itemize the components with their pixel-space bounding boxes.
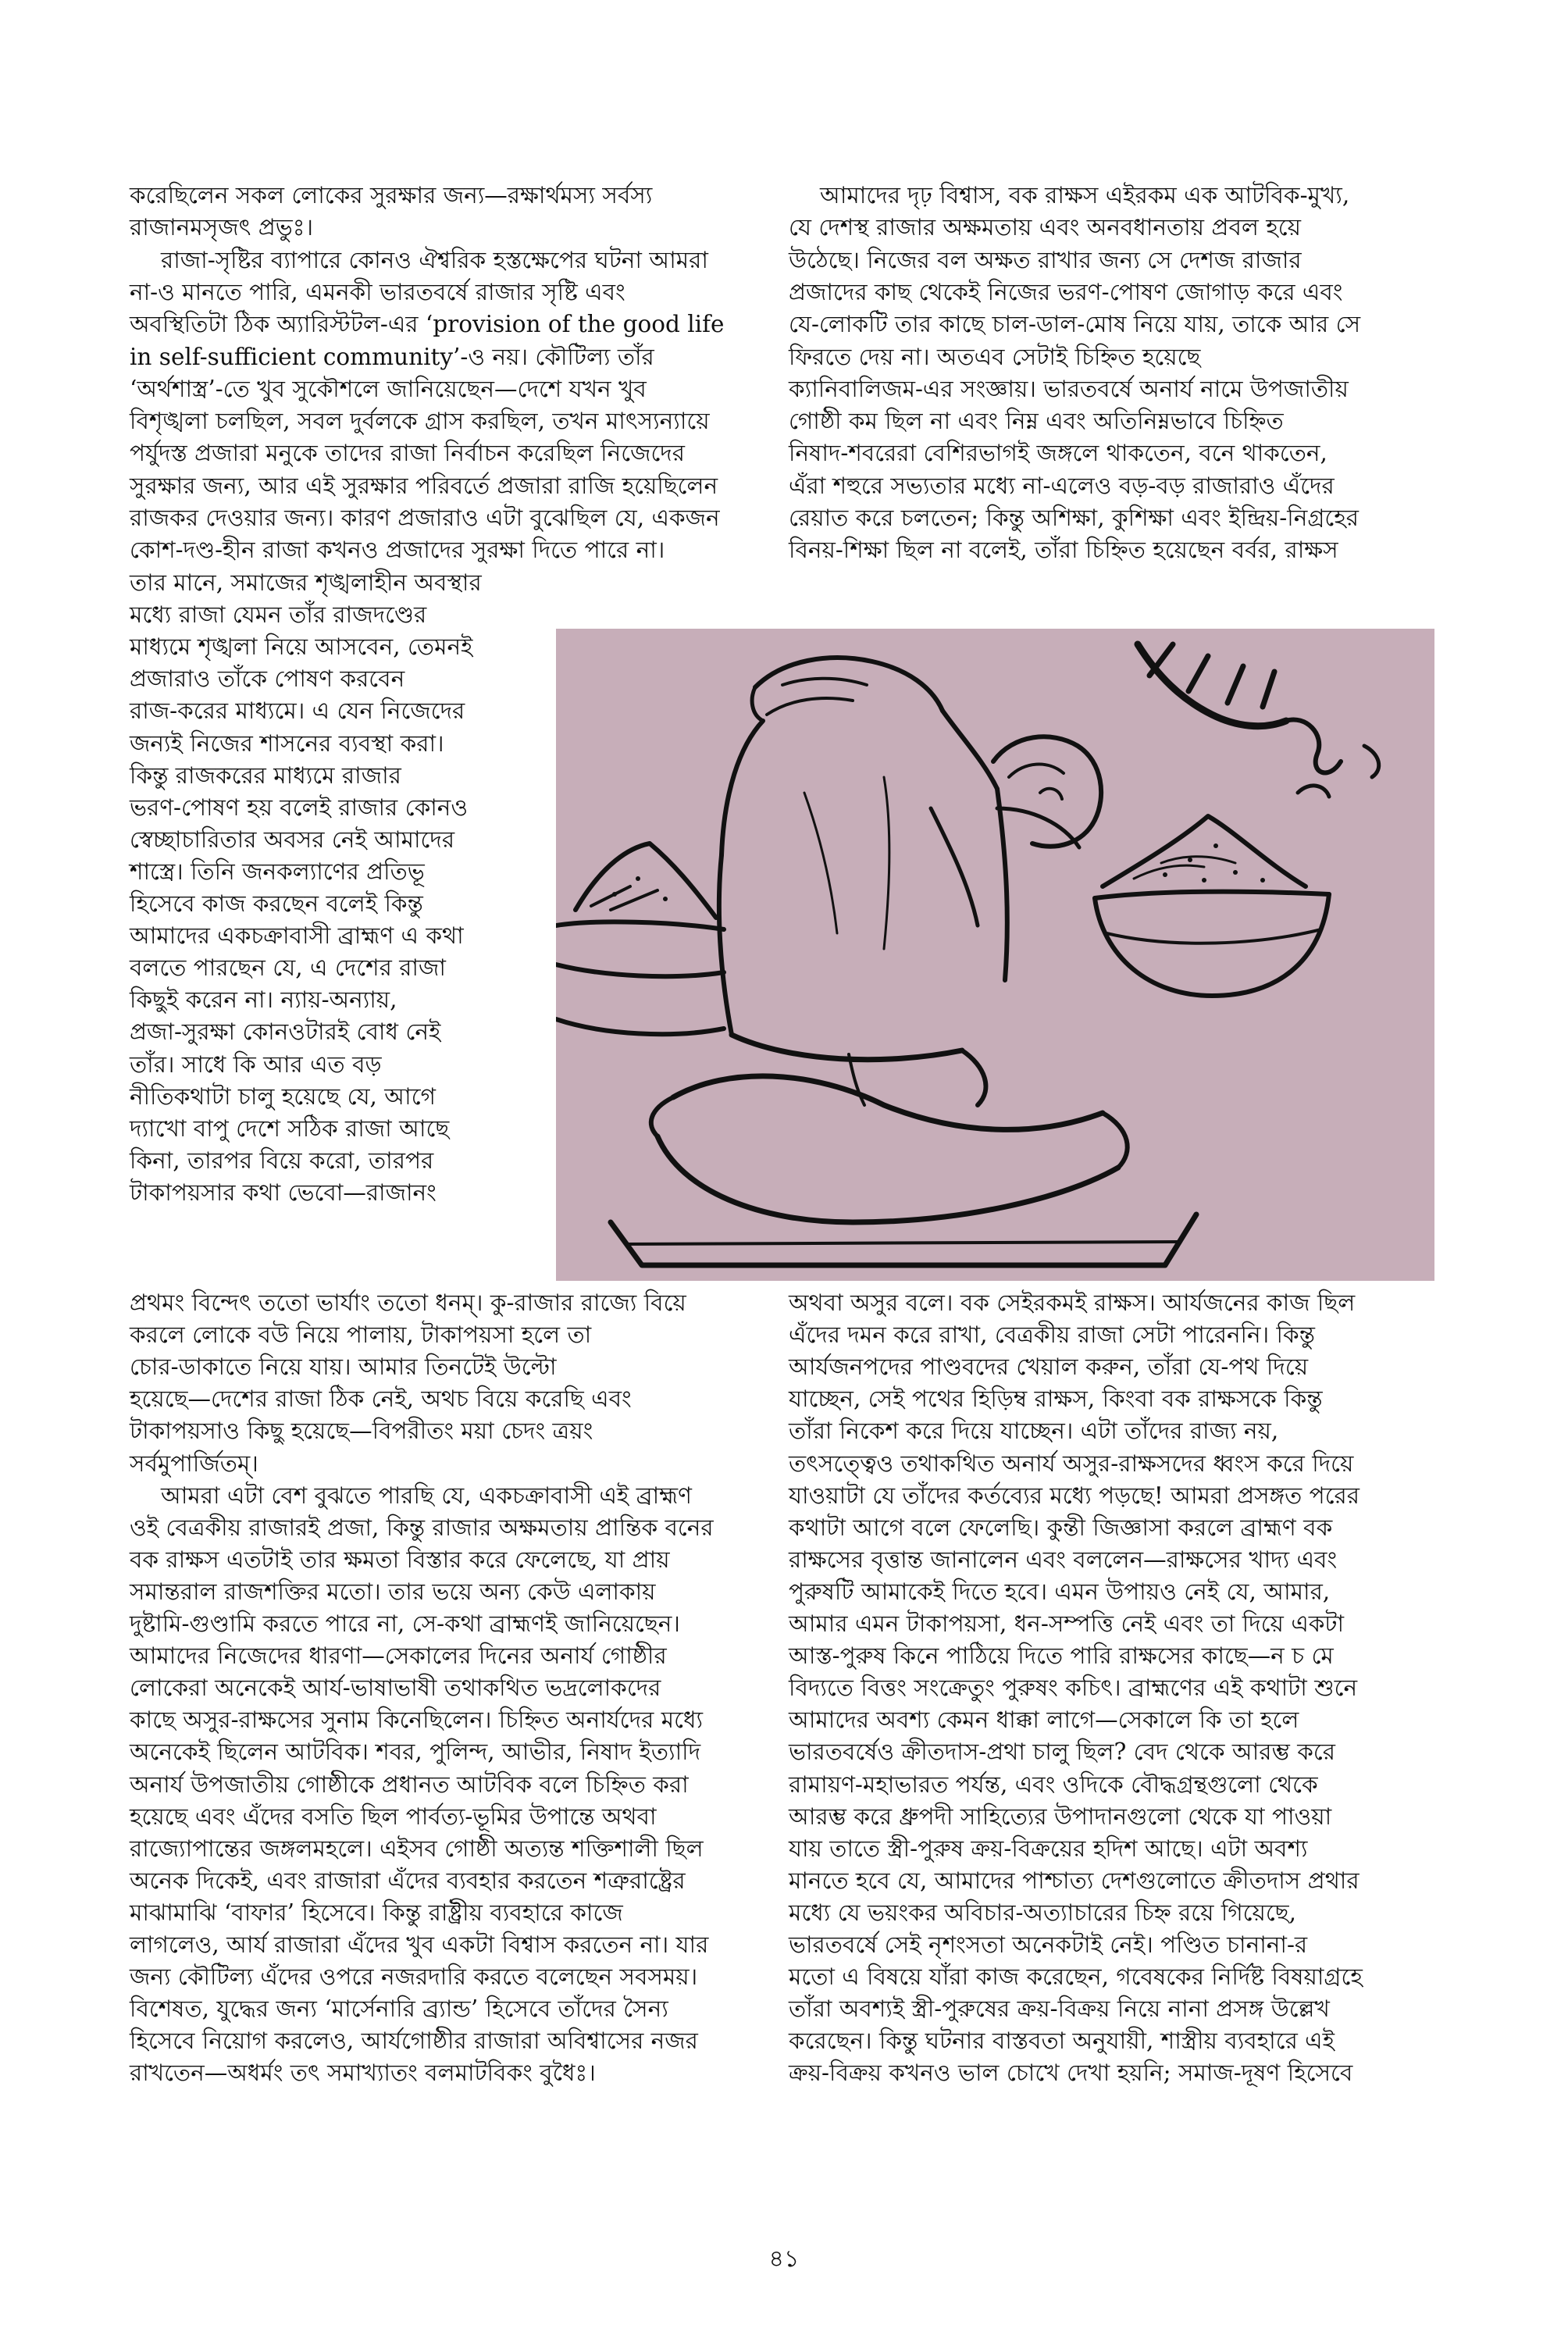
text-line: জন্যই নিজের শাসনের ব্যবস্থা করা। [130,729,444,757]
text-line: যায় তাতে স্ত্রী-পুরুষ ক্রয়-বিক্রয়ের হদিশ আছে। এটা অবশ্য [789,1835,1308,1862]
text-line: আমার এমন টাকাপয়সা, ধন-সম্পত্তি নেই এবং তা দিয়ে একটা [789,1610,1345,1637]
text-line: আমাদের অবশ্য কেমন ধাক্কা লাগে—সেকালে কি তা হলে [789,1706,1299,1734]
text-line: ওই বেত্রকীয় রাজারই প্রজা, কিন্তু রাজার অক্ষমতায় প্রান্তিক বনের [130,1514,714,1541]
text-line: প্রথমং বিন্দেৎ ততো ভার্যাং ততো ধনম্। কু-রাজার রাজ্যে বিয়ে [130,1289,686,1316]
text-line: ভারতবর্ষেও ক্রীতদাস-প্রথা চালু ছিল? বেদ থেকে আরম্ভ করে [789,1738,1335,1766]
text-line: যাওয়াটা যে তাঁদের কর্তব্যের মধ্যে পড়ছে! আমরা প্রসঙ্গত পরের [789,1482,1360,1509]
text-line: প্রজাদের কাছ থেকেই নিজের ভরণ-পোষণ জোগাড় করে এবং [789,278,1343,305]
text-line: বিশৃঙ্খলা চলছিল, সবল দুর্বলকে গ্রাস করছিল, তখন মাৎস্যন্যায়ে [130,408,710,435]
text-line: স্বেচ্ছাচারিতার অবসর নেই আমাদের [130,826,455,853]
text-line: নিষাদ-শবরেরা বেশিরভাগই জঙ্গলে থাকতেন, বনে থাকতেন, [789,440,1327,467]
text-line: কিনা, তারপর বিয়ে করো, তারপর [130,1146,434,1174]
text-line: রাজ্যোপান্তের জঙ্গলমহলে। এইসব গোষ্ঠী অত্যন্ত শক্তিশালী ছিল [130,1835,704,1862]
text-line: দুষ্টামি-গুণ্ডামি করতে পারে না, সে-কথা ব্রাহ্মণই জানিয়েছেন। [130,1610,680,1637]
text-line: বক রাক্ষস এতটাই তার ক্ষমতা বিস্তার করে ফেলেছে, যা প্রায় [130,1546,670,1573]
text-line: ফিরতে দেয় না। অতএব সেটাই চিহ্নিত হয়েছে [789,343,1201,370]
text-line: রাজকর দেওয়ার জন্য। কারণ প্রজারাও এটা বুঝেছিল যে, একজন [130,505,720,531]
text-line: কিছুই করেন না। ন্যায়-অন্যায়, [130,986,397,1014]
text-line: আর্যজনপদের পাণ্ডবদের খেয়াল করুন, তাঁরা যে-পথ দিয়ে [789,1353,1309,1381]
text-line: করেছেন। কিন্তু ঘটনার বাস্তবতা অনুযায়ী, শাস্ত্রীয় ব্যবহারে এই [789,2027,1335,2055]
text-line: অনেক দিকেই, এবং রাজারা এঁদের ব্যবহার করতেন শত্রুরাষ্ট্রের [130,1867,686,1894]
text-line: শাস্ত্রে। তিনি জনকল্যাণের প্রতিভূ [130,858,425,885]
text-line: সর্বমুপার্জিতম্। [130,1450,258,1477]
text-line: আমাদের নিজেদের ধারণা—সেকালের দিনের অনার্য গোষ্ঠীর [130,1642,667,1670]
text-line: তাঁর। সাধে কি আর এত বড় [130,1050,382,1078]
text-line: তাঁরা নিকেশ করে দিয়ে যাচ্ছেন। এটা তাঁদের রাজ্য নয়, [789,1417,1279,1445]
text-line: হিসেবে নিয়োগ করলেও, আর্যগোষ্ঠীর রাজারা অবিশ্বাসের নজর [130,2027,698,2055]
text-line: আমাদের একচক্রাবাসী ব্রাহ্মণ এ কথা [130,922,464,950]
text-line: কোশ-দণ্ড-হীন রাজা কখনও প্রজাদের সুরক্ষা দিতে পারে না। [130,537,665,564]
text-line: অথবা অসুর বলে। বক সেইরকমই রাক্ষস। আর্যজনের কাজ ছিল [789,1289,1356,1316]
text-line: অবস্থিতিটা ঠিক অ্যারিস্টটল-এর ‘provision of the good life [130,311,725,338]
text-line: মতো এ বিষয়ে যাঁরা কাজ করেছেন, গবেষকের নির্দিষ্ট বিষয়াগ্রহে [789,1963,1363,1991]
text-line: কাছে অসুর-রাক্ষসের সুনাম কিনেছিলেন। চিহ্নিত অনার্যদের মধ্যে [130,1706,704,1734]
text-line: করেছিলেন সকল লোকের সুরক্ষার জন্য—রক্ষার্থমস্য সর্বস্য [130,182,653,209]
text-line: পর্যুদস্ত প্রজারা মনুকে তাদের রাজা নির্বাচন করেছিল নিজেদের [130,440,686,467]
text-line: অনার্য উপজাতীয় গোষ্ঠীকে প্রধানত আটবিক বলে চিহ্নিত করা [130,1771,689,1798]
text-line: প্রজা-সুরক্ষা কোনওটারই বোধ নেই [130,1018,441,1046]
text-line: লাগলেও, আর্য রাজারা এঁদের খুব একটা বিশ্বাস করতেন না। যার [130,1931,709,1958]
text-line: মধ্যে রাজা যেমন তাঁর রাজদণ্ডের [130,601,427,629]
text-line: রামায়ণ-মহাভারত পর্যন্ত, এবং ওদিকে বৌদ্ধগ্রন্থগুলো থেকে [789,1771,1318,1798]
text-line: বিনয়-শিক্ষা ছিল না বলেই, তাঁরা চিহ্নিত হয়েছেন বর্বর, রাক্ষস [789,537,1338,564]
text-line: মানতে হবে যে, আমাদের পাশ্চাত্য দেশগুলোতে ক্রীতদাস প্রথার [789,1867,1360,1894]
text-line: নীতিকথাটা চালু হয়েছে যে, আগে [130,1082,436,1110]
text-line: যে-লোকটি তার কাছে চাল-ডাল-মোষ নিয়ে যায়, তাকে আর সে [789,311,1361,338]
text-line: লোকেরা অনেকেই আর্য-ভাষাভাষী তথাকথিত ভদ্রলোকদের [130,1674,661,1702]
text-line: রাজ-করের মাধ্যমে। এ যেন নিজেদের [130,697,465,725]
text-line: রাক্ষসের বৃত্তান্ত জানালেন এবং বললেন—রাক্ষসের খাদ্য এবং [789,1546,1338,1573]
text-line: দ্যাখো বাপু দেশে সঠিক রাজা আছে [130,1114,450,1142]
ink-drawing [556,629,1434,1281]
text-line: সুরক্ষার জন্য, আর এই সুরক্ষার পরিবর্তে প্রজারা রাজি হয়েছিলেন [130,472,718,499]
text-line: রাখতেন—অধর্মং তৎ সমাখ্যাতং বলমাটবিকং বুধৈঃ। [130,2059,596,2087]
text-line: কথাটা আগে বলে ফেলেছি। কুন্তী জিজ্ঞাসা করলে ব্রাহ্মণ বক [789,1514,1333,1541]
text-line: এঁরা শহুরে সভ্যতার মধ্যে না-এলেও বড়-বড় রাজারাও এঁদের [789,472,1335,499]
text-line: ‘অর্থশাস্ত্র’-তে খুব সুকৌশলে জানিয়েছেন—দেশে যখন খুব [130,375,647,402]
text-line: হিসেবে কাজ করছেন বলেই কিন্তু [130,890,423,917]
text-line: ক্যানিবালিজম-এর সংজ্ঞায়। ভারতবর্ষে অনার্য নামে উপজাতীয় [789,375,1349,402]
text-line: না-ও মানতে পারি, এমনকী ভারতবর্ষে রাজার সৃষ্টি এবং [130,278,625,305]
text-line: আরম্ভ করে ধ্রুপদী সাহিত্যের উপাদানগুলো থেকে যা পাওয়া [789,1803,1332,1830]
text-line: যে দেশস্থ রাজার অক্ষমতায় এবং অনবধানতায় প্রবল হয়ে [789,214,1301,241]
text-line: গোষ্ঠী কম ছিল না এবং নিম্ন এবং অতিনিম্নভাবে চিহ্নিত [789,408,1284,435]
text-line: হয়েছে এবং এঁদের বসতি ছিল পার্বত্য-ভূমির উপান্তে অথবা [130,1803,657,1830]
text-line: রাজা-সৃষ্টির ব্যাপারে কোনও ঐশ্বরিক হস্তক্ষেপের ঘটনা আমরা [161,246,708,273]
text-line: মাঝামাঝি ‘বাফার’ হিসেবে। কিন্তু রাষ্ট্রীয় ব্যবহারে কাজে [130,1899,623,1926]
text-line: সমান্তরাল রাজশক্তির মতো। তার ভয়ে অন্য কেউ এলাকায় [130,1578,656,1605]
text-line: মধ্যে যে ভয়ংকর অবিচার-অত্যাচারের চিহ্ন রয়ে গিয়েছে, [789,1899,1296,1926]
text-line: মাধ্যমে শৃঙ্খলা নিয়ে আসবেন, তেমনই [130,633,473,661]
text-line: ভরণ-পোষণ হয় বলেই রাজার কোনও [130,793,469,821]
text-line: অনেকেই ছিলেন আটবিক। শবর, পুলিন্দ, আভীর, নিষাদ ইত্যাদি [130,1738,701,1766]
text-line: ক্রয়-বিক্রয় কখনও ভাল চোখে দেখা হয়নি; সমাজ-দূষণ হিসেবে [789,2059,1353,2087]
text-line: রেয়াত করে চলতেন; কিন্তু অশিক্ষা, কুশিক্ষা এবং ইন্দ্রিয়-নিগ্রহের [789,505,1359,531]
text-line: জন্য কৌটিল্য এঁদের ওপরে নজরদারি করতে বলেছেন সবসময়। [130,1963,698,1991]
text-line: পুরুষটি আমাকেই দিতে হবে। এমন উপায়ও নেই যে, আমার, [789,1578,1331,1605]
text-line: আমরা এটা বেশ বুঝতে পারছি যে, একচক্রাবাসী এই ব্রাহ্মণ [161,1482,692,1509]
illustration-seated-man [556,629,1434,1281]
text-line: এঁদের দমন করে রাখা, বেত্রকীয় রাজা সেটা পারেননি। কিন্তু [789,1321,1315,1349]
text-line: হয়েছে—দেশের রাজা ঠিক নেই, অথচ বিয়ে করেছি এবং [130,1385,632,1413]
page-number: ৪১ [768,2245,800,2273]
text-line: কিন্তু রাজকরের মাধ্যমে রাজার [130,761,401,789]
text-line: টাকাপয়সাও কিছু হয়েছে—বিপরীতং ময়া চেদং ত্রয়ং [130,1417,593,1445]
text-line: তৎসত্ত্বেও তথাকথিত অনার্য অসুর-রাক্ষসদের ধ্বংস করে দিয়ে [789,1450,1354,1477]
text-line: আস্ত-পুরুষ কিনে পাঠিয়ে দিতে পারি রাক্ষসের কাছে—ন চ মে [789,1642,1334,1670]
text-line: উঠেছে। নিজের বল অক্ষত রাখার জন্য সে দেশজ রাজার [789,246,1302,273]
text-line: টাকাপয়সার কথা ভেবো—রাজানং [130,1179,437,1206]
text-line: রাজানমসৃজৎ প্রভুঃ। [130,214,314,241]
text-line: ভারতবর্ষে সেই নৃশংসতা অনেকটাই নেই। পণ্ডিত চানানা-র [789,1931,1308,1958]
text-line: বিশেষত, যুদ্ধের জন্য ‘মার্সেনারি ব্র্যান্ড’ হিসেবে তাঁদের সৈন্য [130,1995,668,2023]
text-line: যাচ্ছেন, সেই পথের হিড়িম্ব রাক্ষস, কিংবা বক রাক্ষসকে কিন্তু [789,1385,1323,1413]
text-line: করলে লোকে বউ নিয়ে পালায়, টাকাপয়সা হলে তা [130,1321,592,1349]
text-line: প্রজারাও তাঁকে পোষণ করবেন [130,665,405,693]
text-line: in self-sufficient community’-ও নয়। কৌটিল্য তাঁর [130,343,654,370]
text-line: বিদ্যতে বিত্তং সংক্রেতুং পুরুষং কচিৎ। ব্রাহ্মণের এই কথাটা শুনে [789,1674,1358,1702]
text-line: তাঁরা অবশ্যই স্ত্রী-পুরুষের ক্রয়-বিক্রয় নিয়ে নানা প্রসঙ্গ উল্লেখ [789,1995,1330,2023]
text-line: চোর-ডাকাতে নিয়ে যায়। আমার তিনটেই উল্টো [130,1353,557,1381]
text-line: তার মানে, সমাজের শৃঙ্খলাহীন অবস্থার [130,569,482,596]
text-line: আমাদের দৃঢ় বিশ্বাস, বক রাক্ষস এইরকম এক আটবিক-মুখ্য, [820,182,1350,209]
text-line: বলতে পারছেন যে, এ দেশের রাজা [130,954,446,982]
